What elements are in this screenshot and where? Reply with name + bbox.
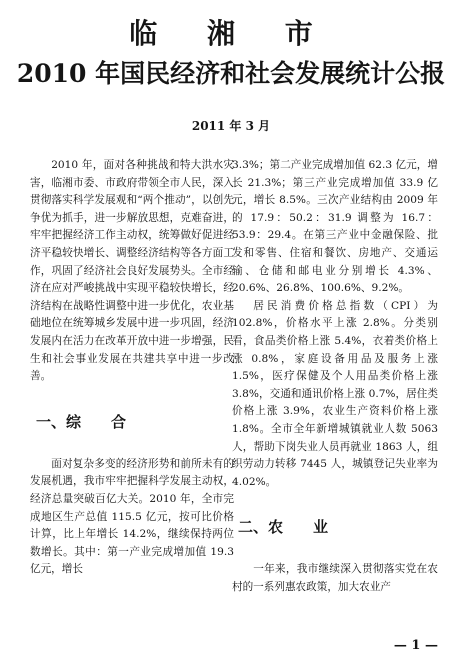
industry-structure-paragraph: 3.3%；第二产业完成增加值 62.3 亿元，增长 21.3%；第三产业完成增加值 33.9 亿元，增长 8.5%。三次产业结构由 2009 年的 17.9：50.2：31.9 调整为 16.7：53.9：29.4。在第三产业中金融保险、批发和零售、住宿和餐饮、房地产、交通运输、仓储和邮电业分别增长 4.3%、20.6%、26.8%、100.6%、9.2%。	[232, 159, 438, 295]
agriculture-paragraph: 一年来，我市继续深入贯彻落实党在农村的一系列惠农政策，加大农业产	[232, 563, 438, 593]
page-number: — 1 —	[393, 638, 438, 653]
left-text-column	[30, 157, 234, 579]
overview-paragraph: 面对复杂多变的经济形势和前所未有的发展机遇，我市牢牢把握科学发展主动权，经济总量突破百亿大关。2010 年，全市完成地区生产总值 115.5 亿元，按可比价格计算，比上年增长 14.2%，继续保持两位数增长。其中：第一产业完成增加值 19.3 亿元，增长	[30, 457, 234, 576]
cpi-paragraph: 居民消费价格总指数（CPI）为 102.8%，价格水平上涨 2.8%。分类别看，食品类价格上涨 5.4%，衣着类价格上涨 0.8%，家庭设备用品及服务上涨 1.5%，医疗保健及个人用品类价格上涨 3.8%，交通和通讯价格上涨 0.7%，居住类价格上涨 3.9%，农业生产资料价格上涨 1.8%。全市全年新增城镇就业人数 5063 人，帮助下岗失业人员再就业 1863 人，组织劳动力转移 7445 人，城镇登记失业率为 4.02%。	[232, 299, 438, 488]
section-heading-agriculture: 二、农 业	[238, 518, 329, 537]
report-title: 2010 年国民经济和社会发展统计公报	[16, 59, 446, 88]
right-text-column	[232, 157, 438, 596]
report-date: 2011 年 3 月	[191, 119, 271, 133]
report-city-heading: 临 湘 市	[129, 17, 333, 50]
section-heading-overview: 一、综 合	[36, 412, 127, 431]
intro-paragraph: 2010 年，面对各种挑战和特大洪水灾害，临湘市委、市政府带领全市人民，深入贯彻落实科学发展观和“两个推动”，以创先争优为抓手，进一步解放思想，克难奋进，牢牢把握经济工作主动权，统筹做好促进经济平稳较快增长、调整经济结构等各方面工作，巩固了经济社会良好发展势头。全市经济在应对严峻挑战中实现平稳较快增长，经济结构在战略性调整中进一步优化，农业基础地位在统筹城乡发展中进一步巩固，经济发展内在活力在改革开放中进一步增强，民生和社会事业发展在共建共享中进一步改善。	[30, 159, 234, 383]
